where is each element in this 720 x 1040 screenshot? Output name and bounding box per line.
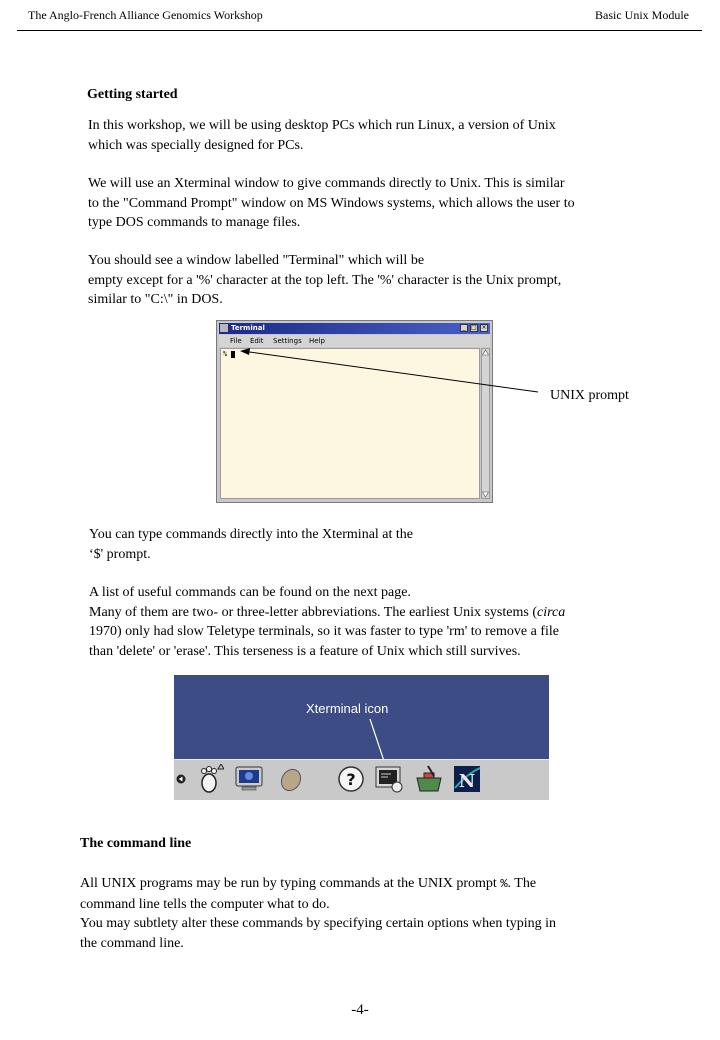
gnome-foot-icon [194, 764, 224, 794]
text-line: You can type commands directly into the Xterminal at the [89, 527, 414, 542]
monitor-icon [234, 764, 264, 794]
svg-text:N: N [458, 771, 476, 792]
text-line [89, 603, 709, 623]
text-line: to the "Command Prompt" window on MS Windows systems, which allows the user to [88, 195, 575, 211]
text-line: type DOS commands to manage files. [88, 215, 301, 230]
terminal-prompt: % [223, 350, 228, 358]
running-header-title: The Anglo-French Alliance Genomics Workshop [28, 8, 263, 22]
text-line: We will use an Xterminal window to give commands directly to Unix. This is similar [88, 176, 565, 191]
page-number: -4- [351, 1002, 369, 1018]
prompt-symbol: % [500, 877, 508, 891]
netscape-icon [452, 764, 482, 794]
section-heading-getting-started: Getting started [87, 87, 178, 102]
text-line: than 'delete' or 'erase'. This terseness is a feature of Unix which still survives. [89, 643, 521, 659]
text-line: ‘$' prompt. [89, 546, 151, 562]
text-line: 1970) only had slow Teletype terminals, so it was faster to type 'rm' to remove a file [89, 624, 559, 639]
mouse-icon [276, 764, 306, 794]
text-line [80, 874, 680, 895]
terminal-menu-help: Help [309, 337, 325, 345]
help-icon [336, 764, 366, 794]
paragraph-commands [89, 583, 709, 661]
text-line: which was specially designed for PCs. [88, 137, 304, 153]
window-menu-icon [220, 324, 228, 332]
terminal-titlebar [219, 323, 490, 334]
toolbox-icon [414, 764, 444, 794]
terminal-title: Terminal [231, 324, 265, 332]
svg-text:?: ? [346, 770, 356, 789]
text-line: You should see a window labelled "Terminal" which will be [88, 253, 425, 268]
section-heading-command-line: The command line [80, 836, 192, 851]
text-line: the command line. [80, 935, 184, 951]
paragraph-prompt [89, 525, 689, 564]
minimize-icon: _ [460, 324, 468, 332]
maximize-icon: □ [471, 324, 477, 331]
terminal-menu-file: File [230, 337, 242, 345]
text-line: A list of useful commands can be found on the next page. [89, 585, 411, 600]
desktop-taskbar-illustration [174, 675, 549, 799]
unix-prompt-label: UNIX prompt [550, 388, 629, 403]
paragraph-intro [88, 116, 668, 155]
xterminal-icon-label: Xterminal icon [306, 701, 389, 716]
terminal-menu-settings: Settings [273, 337, 302, 345]
text-span: Many of them are two- or three-letter abbreviations. The earliest Unix systems ( [89, 604, 537, 620]
text-line: empty except for a '%' character at the top left. The '%' character is the Unix prompt, [88, 272, 562, 288]
paragraph-terminal-window [88, 251, 688, 310]
text-span: . The [507, 876, 537, 891]
taskbar-scroll-left-icon [176, 774, 186, 784]
running-header-module: Basic Unix Module [595, 8, 689, 22]
header-rule [17, 30, 702, 31]
paragraph-command-line [80, 874, 680, 953]
italic-circa: circa [537, 604, 566, 620]
terminal-menu-edit: Edit [250, 337, 264, 345]
prompt-pointer-arrow [230, 340, 550, 400]
taskbar [174, 759, 549, 800]
scroll-down-arrow-icon [482, 491, 489, 498]
text-line: command line tells the computer what to do. [80, 896, 330, 912]
text-span: All UNIX programs may be run by typing commands at the UNIX prompt [80, 876, 501, 891]
text-line: You may subtlety alter these commands by specifying certain options when typing in [80, 916, 557, 931]
text-line: In this workshop, we will be using desktop PCs which run Linux, a version of Unix [88, 118, 556, 133]
text-line: similar to "C:\" in DOS. [88, 292, 223, 307]
xterminal-icon [374, 764, 404, 794]
paragraph-xterminal [88, 174, 688, 233]
close-icon: × [481, 324, 487, 331]
